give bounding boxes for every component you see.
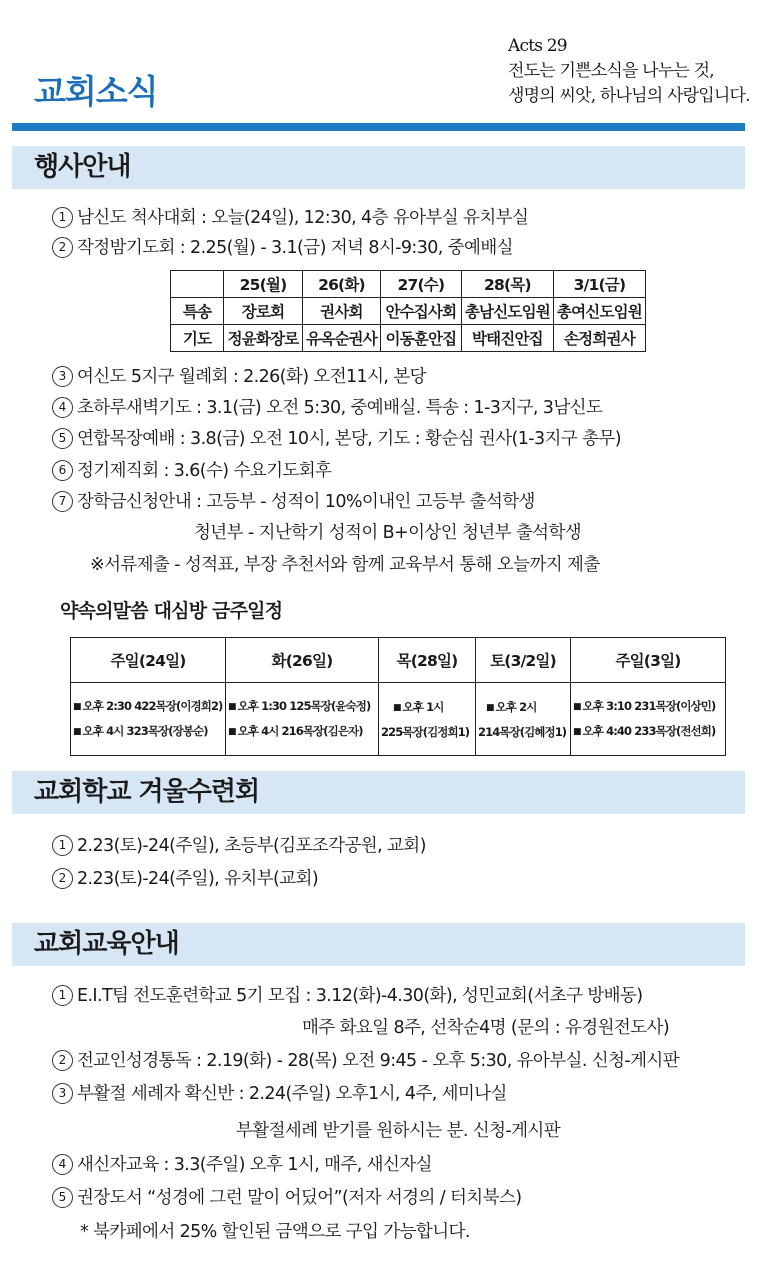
education-item-5-note: * 북카페에서 25% 할인된 금액으로 구입 가능합니다. [80,1222,470,1242]
education-item-4 [52,1150,432,1180]
schedule-entry-detail: 225목장(김정희1) [381,724,470,739]
section-winter-retreat-heading: 교회학교 겨울수련회 [12,771,745,814]
prayer-meeting-table [170,270,646,352]
table-cell [476,683,571,756]
retreat-item-2 [52,864,318,894]
table-row [71,683,726,756]
event-item-5-text: 연합목장예배 : 3.8(금) 오전 10시, 본당, 기도 : 황순심 권사(1-3지구 총무) [77,429,621,449]
schedule-entry-text: 오후 4:40 233목장(전선희) [582,724,716,738]
schedule-entry-text: 오후 1시 [402,699,444,714]
square-bullet-icon: ■ [486,702,494,713]
education-item-1-line-2: 매주 화요일 8주, 선착순4명 (문의 : 유경원전도사) [302,1018,670,1038]
table-cell: 장로회 [224,298,303,325]
schedule-title: 약속의말씀 대심방 금주일정 [60,600,283,622]
table-header-cell: 28(목) [461,271,553,298]
item-number: 3 [52,366,73,387]
event-item-1 [52,203,528,233]
event-item-7-note: ※서류제출 - 성적표, 부장 추천서와 함께 교육부서 통해 오늘까지 제출 [90,555,600,575]
event-item-7-text: 장학금신청안내 : 고등부 - 성적이 10%이내인 고등부 출석학생 [77,492,535,512]
education-item-3-text: 부활절 세례자 확신반 : 2.24(주일) 오후1시, 4주, 세미나실 [77,1084,507,1104]
education-item-3 [52,1079,507,1109]
education-item-3-line-2: 부활절세례 받기를 원하시는 분. 신청-게시판 [236,1121,561,1141]
item-number: 1 [52,835,73,856]
event-item-3-text: 여신도 5지구 월례회 : 2.26(화) 오전11시, 본당 [77,367,426,387]
table-row [71,638,726,683]
table-header-cell: 주일(24일) [71,638,226,683]
event-item-7-line-2: 청년부 - 지난학기 성적이 B+이상인 청년부 출석학생 [194,523,582,543]
schedule-entry-text: 오후 1:30 125목장(윤숙정) [237,699,371,713]
verse-reference: Acts 29 [508,36,567,56]
table-header-cell: 26(화) [303,271,381,298]
education-item-2 [52,1046,679,1076]
event-item-5 [52,424,621,454]
item-number: 4 [52,1154,73,1175]
table-cell-empty [171,271,224,298]
education-item-1 [52,981,642,1011]
retreat-item-1-text: 2.23(토)-24(주일), 초등부(김포조각공원, 교회) [77,836,426,856]
table-cell: 손정희권사 [553,325,645,352]
table-header-cell: 25(월) [224,271,303,298]
table-header-cell: 27(수) [380,271,461,298]
table-cell [379,683,476,756]
section-events-heading: 행사안내 [12,146,745,189]
event-item-4 [52,393,602,423]
education-item-5 [52,1183,521,1213]
page-title: 교회소식 [34,72,158,111]
education-item-5-text: 권장도서 “성경에 그런 말이 어딨어”(저자 서경의 / 터치북스) [77,1188,522,1208]
visit-schedule-table [70,637,726,756]
square-bullet-icon: ■ [73,727,81,737]
item-number: 5 [52,1187,73,1208]
table-cell: 정윤화장로 [224,325,303,352]
education-item-1-text: E.I.T팀 전도훈련학교 5기 모집 : 3.12(화)-4.30(화), 성민교회(서초구 방배동) [77,986,643,1006]
schedule-entry-text: 오후 2시 [495,699,537,714]
item-number: 4 [52,397,73,418]
table-header-cell: 토(3/2일) [476,638,571,683]
item-number: 7 [52,491,73,512]
event-item-1-text: 남신도 척사대회 : 오늘(24일), 12:30, 4층 유아부실 유치부실 [77,208,529,228]
header-verse [508,34,758,109]
table-row [171,271,646,298]
square-bullet-icon: ■ [573,702,581,712]
schedule-entry-detail: 214목장(김혜정1) [478,724,567,739]
table-cell: 이동훈안집 [380,325,461,352]
table-cell: 총남신도임원 [461,298,553,325]
row-label: 특송 [171,298,224,325]
education-item-2-text: 전교인성경통독 : 2.19(화) - 28(목) 오전 9:45 - 오후 5:30, 유아부실. 신청-게시판 [77,1051,680,1071]
schedule-entry [73,719,223,744]
square-bullet-icon: ■ [228,702,236,712]
table-header-cell: 3/1(금) [553,271,645,298]
schedule-entry [73,694,223,719]
item-number: 1 [52,985,73,1006]
square-bullet-icon: ■ [393,702,401,713]
retreat-item-1 [52,831,426,861]
schedule-entry-text: 오후 3:10 231목장(이상민) [582,699,716,713]
schedule-entry-text: 오후 4시 323목장(장봉순) [82,724,208,738]
table-header-cell: 목(28일) [379,638,476,683]
schedule-entry [228,719,376,744]
verse-line-1: 전도는 기쁜소식을 나누는 것, [508,61,714,81]
schedule-entry-text: 오후 2:30 422목장(이경희2) [82,699,223,713]
item-number: 6 [52,460,73,481]
schedule-entry-text: 오후 4시 216목장(김은자) [237,724,363,738]
square-bullet-icon: ■ [228,727,236,737]
event-item-6-text: 정기제직회 : 3.6(수) 수요기도회후 [77,461,332,481]
item-number: 3 [52,1083,73,1104]
schedule-entry [228,694,376,719]
schedule-entry [573,694,723,719]
item-number: 2 [52,1050,73,1071]
square-bullet-icon: ■ [73,702,81,712]
table-cell: 안수집사회 [380,298,461,325]
event-item-2 [52,233,513,263]
table-row [171,325,646,352]
table-cell: 권사회 [303,298,381,325]
item-number: 5 [52,428,73,449]
item-number: 2 [52,237,73,258]
table-cell [571,683,726,756]
item-number: 2 [52,868,73,889]
section-education-heading: 교회교육안내 [12,923,745,966]
table-header-cell: 화(26일) [226,638,379,683]
header-divider [12,123,745,131]
row-label: 기도 [171,325,224,352]
table-header-cell: 주일(3일) [571,638,726,683]
event-item-6 [52,456,331,486]
retreat-item-2-text: 2.23(토)-24(주일), 유치부(교회) [77,869,319,889]
event-item-7 [52,487,535,517]
schedule-entry [573,719,723,744]
table-row [171,298,646,325]
event-item-3 [52,362,426,392]
square-bullet-icon: ■ [573,727,581,737]
verse-line-2: 생명의 씨앗, 하나님의 사랑입니다. [508,86,750,106]
table-cell: 박태진안집 [461,325,553,352]
item-number: 1 [52,207,73,228]
table-cell: 유옥순권사 [303,325,381,352]
schedule-entry [381,695,473,720]
event-item-2-text: 작정밤기도회 : 2.25(월) - 3.1(금) 저녁 8시-9:30, 중예배실 [77,238,513,258]
education-item-4-text: 새신자교육 : 3.3(주일) 오후 1시, 매주, 새신자실 [77,1155,432,1175]
schedule-entry [478,695,568,720]
event-item-4-text: 초하루새벽기도 : 3.1(금) 오전 5:30, 중예배실. 특송 : 1-3지구, 3남신도 [77,398,603,418]
table-cell [71,683,226,756]
table-cell: 총여신도임원 [553,298,645,325]
table-cell [226,683,379,756]
